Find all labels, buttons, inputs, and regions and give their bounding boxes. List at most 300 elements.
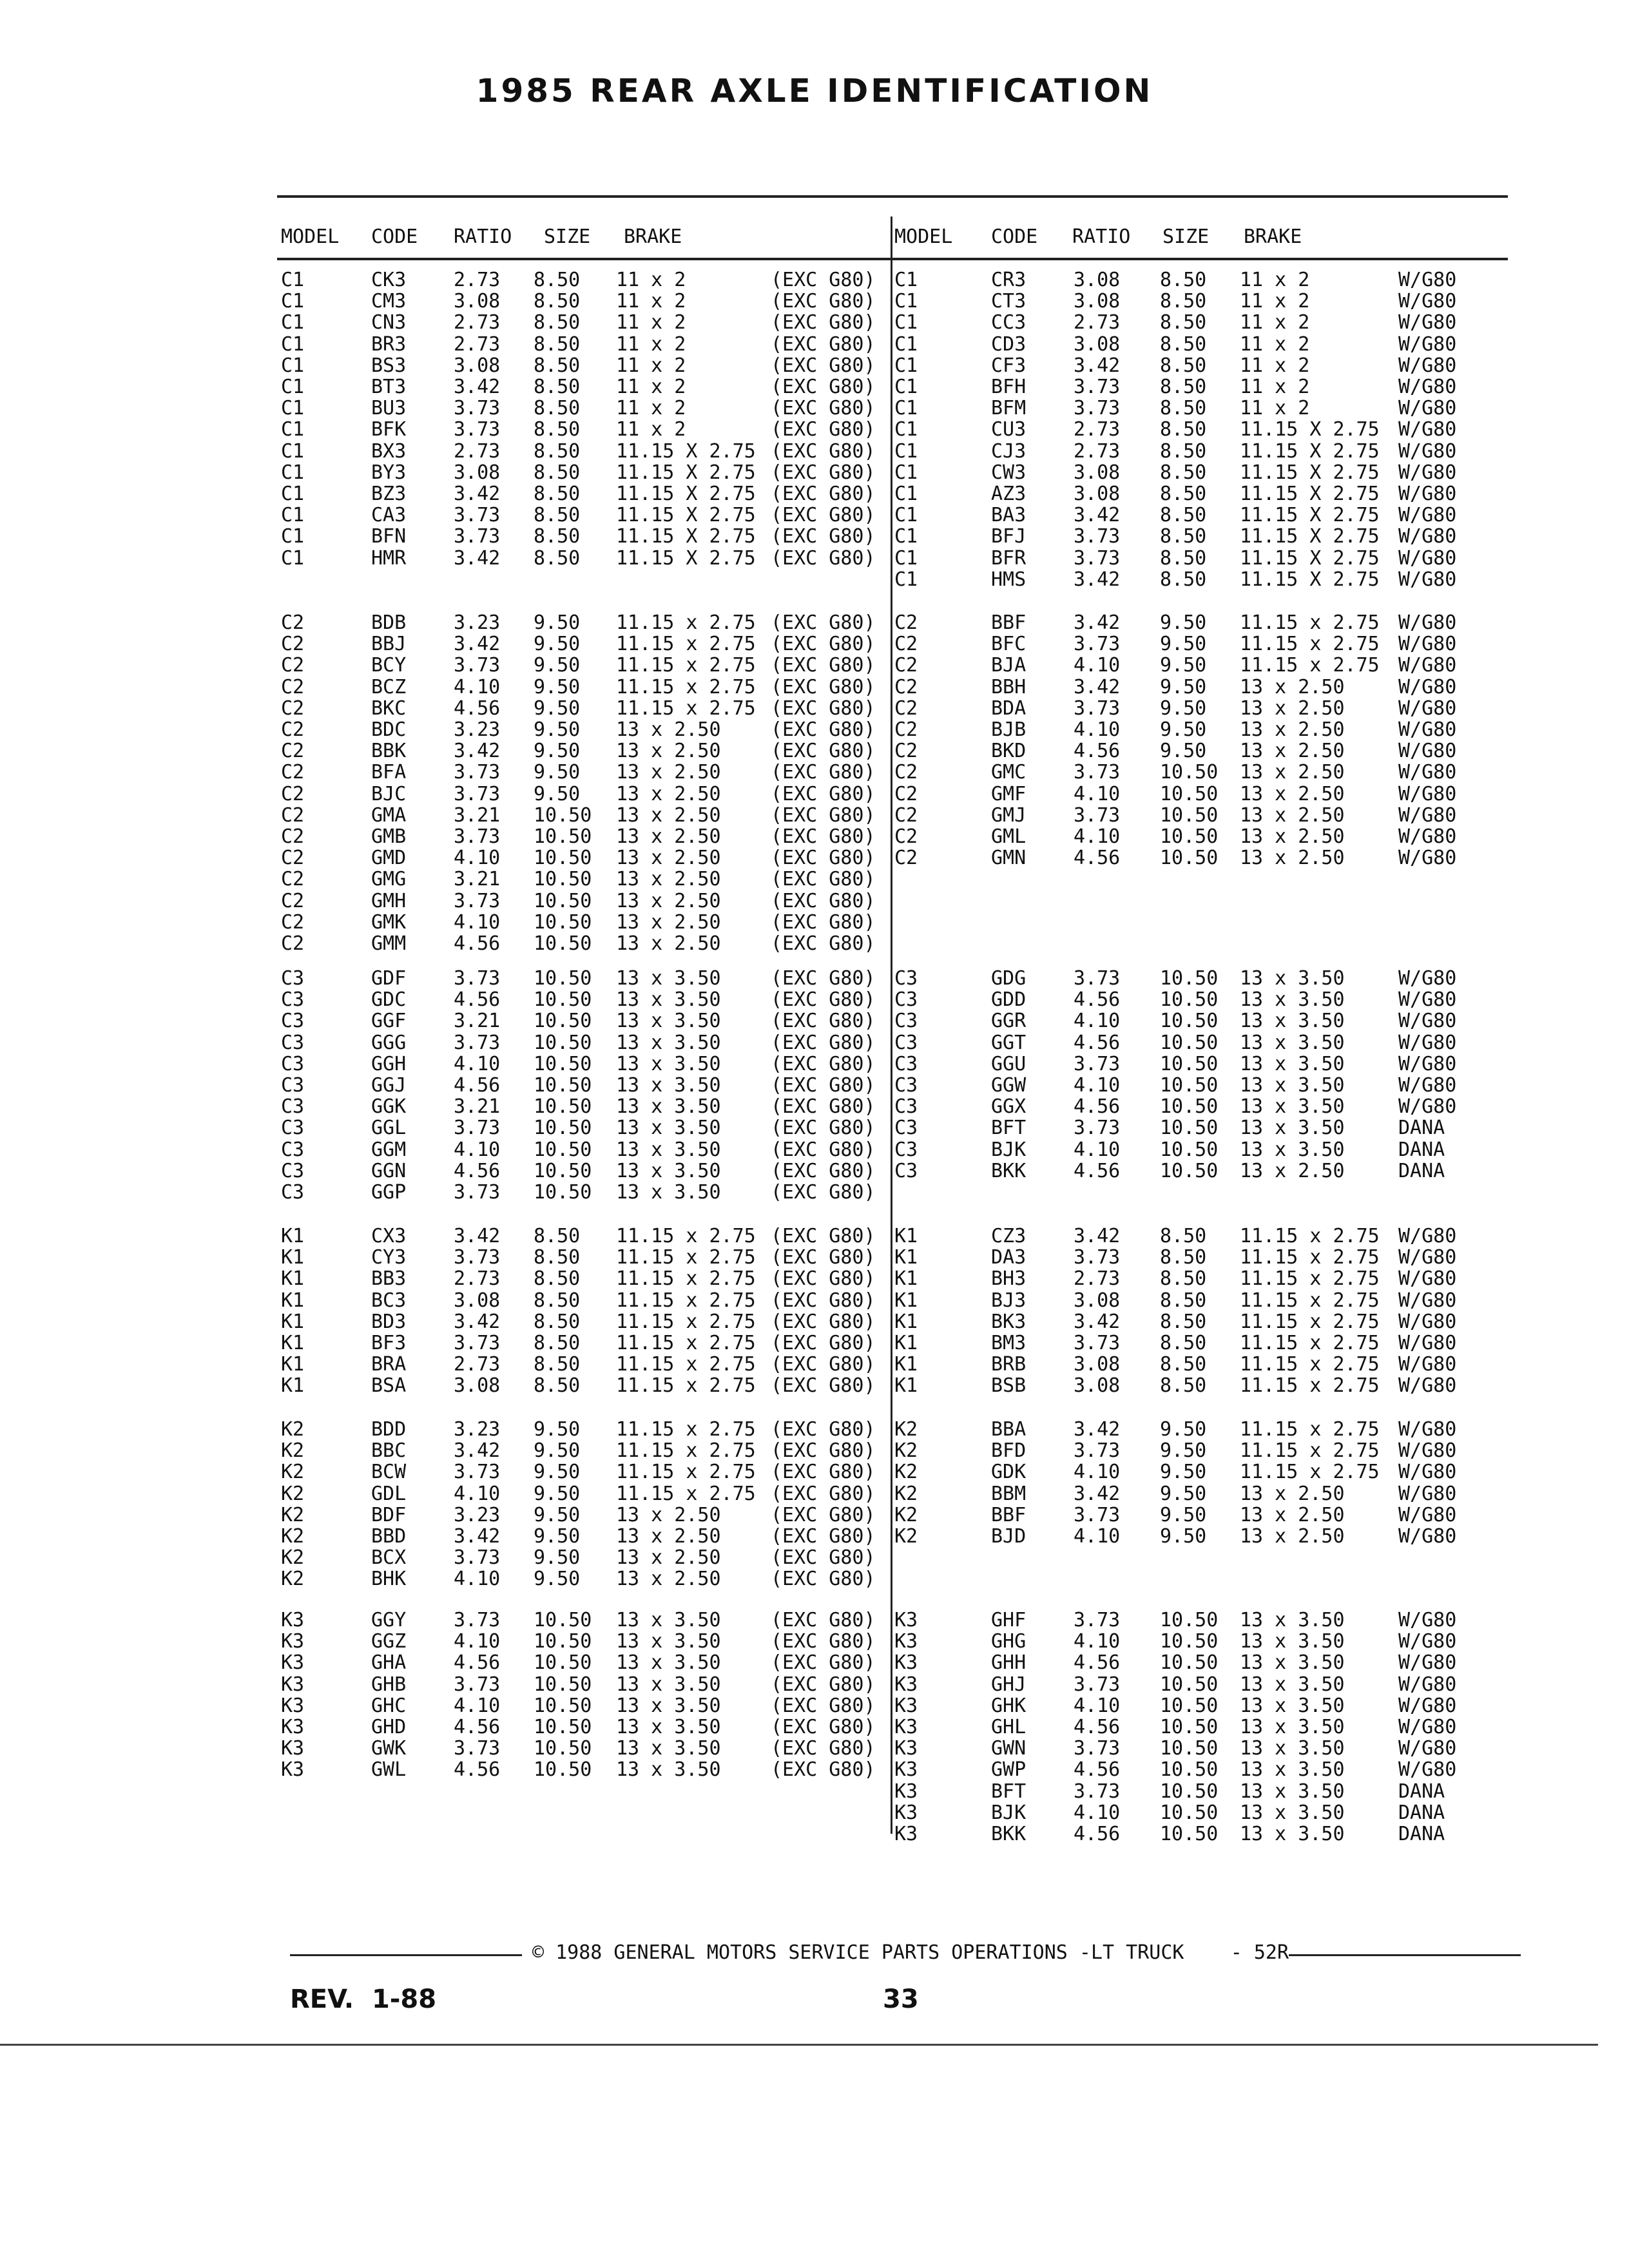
cell-brake: 11 x 2 [616,418,686,441]
cell-brake: 11.15 x 2.75 [616,1332,756,1354]
table-row [894,1160,1500,1182]
cell-code: BD3 [371,1310,407,1333]
cell-size: 8.50 [534,269,581,291]
cell-note: (EXC G80) [771,1052,876,1075]
cell-brake: 13 x 2.50 [1240,1525,1345,1548]
cell-code: GMD [371,847,407,870]
cell-brake: 11 x 2 [616,290,686,313]
cell-code: GMA [371,803,407,827]
table-row [894,312,1500,333]
cell-size: 9.50 [534,1568,581,1591]
cell-ratio: 3.73 [1074,1052,1121,1075]
cell-model: C1 [894,332,918,356]
cell-note: DANA [1398,1823,1445,1845]
cell-ratio: 3.73 [1074,1117,1121,1140]
cell-size: 9.50 [1160,1525,1207,1548]
cell-ratio: 3.08 [454,354,501,377]
cell-model: C2 [894,675,918,698]
cell-ratio: 3.73 [1074,1737,1121,1760]
table-row [281,762,887,783]
cell-ratio: 4.10 [454,675,501,698]
cell-brake: 13 x 3.50 [1240,1117,1345,1140]
table-row [894,612,1500,633]
cell-size: 8.50 [534,483,581,505]
table-row [894,1716,1500,1738]
header-model: MODEL [281,226,340,248]
table-row [894,1802,1500,1823]
cell-ratio: 3.08 [454,461,501,484]
cell-code: CC3 [991,311,1027,334]
cell-note: (EXC G80) [771,697,876,720]
cell-ratio: 3.73 [454,1673,501,1696]
cell-brake: 11.15 x 2.75 [1240,1225,1380,1247]
cell-brake: 13 x 3.50 [1240,1716,1345,1738]
cell-model: K1 [894,1332,918,1354]
cell-note: W/G80 [1398,1482,1457,1505]
cell-size: 9.50 [534,675,581,698]
cell-ratio: 4.10 [1074,1138,1121,1161]
cell-model: K2 [894,1503,918,1526]
cell-ratio: 4.10 [454,1568,501,1591]
cell-model: K2 [281,1461,305,1484]
cell-note: (EXC G80) [771,1181,876,1204]
cell-code: GDK [991,1461,1027,1484]
cell-ratio: 3.73 [454,761,501,784]
cell-ratio: 4.56 [1074,1095,1121,1119]
cell-code: BDD [371,1418,407,1441]
cell-model: K3 [281,1673,305,1696]
cell-brake: 13 x 3.50 [1240,1801,1345,1824]
cell-brake: 11.15 x 2.75 [1240,1332,1380,1354]
page-title: 1985 REAR AXLE IDENTIFICATION [476,72,1153,110]
cell-model: C3 [894,1052,918,1075]
cell-model: C3 [894,1095,918,1119]
cell-size: 9.50 [534,1439,581,1463]
cell-model: C1 [894,483,918,505]
cell-note: W/G80 [1398,847,1457,870]
cell-model: K3 [281,1651,305,1675]
cell-code: GDG [991,967,1027,990]
cell-code: GHF [991,1609,1027,1631]
cell-size: 10.50 [1160,1095,1219,1119]
cell-model: C3 [894,967,918,990]
cell-code: GDF [371,967,407,990]
cell-code: GMF [991,782,1027,805]
cell-code: CZ3 [991,1225,1027,1247]
cell-code: GGJ [371,1074,407,1097]
cell-model: K1 [281,1267,305,1291]
cell-size: 8.50 [1160,1225,1207,1247]
cell-note: DANA [1398,1159,1445,1182]
cell-code: GWP [991,1758,1027,1782]
cell-code: BBD [371,1525,407,1548]
table-row [894,419,1500,440]
cell-note: W/G80 [1398,718,1457,741]
cell-model: K1 [281,1225,305,1247]
cell-model: K2 [894,1525,918,1548]
cell-brake: 13 x 3.50 [1240,1031,1345,1054]
table-row [281,548,887,569]
cell-ratio: 3.73 [454,1031,501,1054]
column-divider [891,216,892,1834]
cell-model: K3 [894,1823,918,1845]
cell-model: C1 [894,418,918,441]
cell-ratio: 2.73 [454,269,501,291]
cell-brake: 11.15 x 2.75 [616,1225,756,1247]
cell-code: BRB [991,1353,1027,1376]
cell-ratio: 3.73 [454,889,501,912]
cell-note: (EXC G80) [771,1418,876,1441]
cell-model: C2 [281,847,305,870]
cell-brake: 11.15 x 2.75 [1240,1461,1380,1484]
footer-rule-right [1289,1954,1521,1956]
cell-model: C1 [281,546,305,570]
cell-code: CF3 [991,354,1027,377]
cell-code: GGY [371,1609,407,1631]
table-row [281,912,887,933]
cell-model: C1 [281,525,305,548]
cell-brake: 11.15 x 2.75 [1240,654,1380,677]
cell-model: K1 [894,1246,918,1269]
cell-model: K1 [894,1374,918,1398]
cell-code: CY3 [371,1246,407,1269]
table-row [894,1225,1500,1247]
cell-brake: 11.15 x 2.75 [1240,1418,1380,1441]
cell-note: (EXC G80) [771,1525,876,1548]
cell-brake: 13 x 2.50 [616,889,721,912]
cell-model: C1 [281,354,305,377]
cell-size: 10.50 [534,1010,592,1033]
cell-ratio: 3.73 [1074,1780,1121,1803]
cell-size: 10.50 [1160,1052,1219,1075]
cell-size: 10.50 [534,1737,592,1760]
cell-size: 10.50 [1160,1673,1219,1696]
cell-note: W/G80 [1398,546,1457,570]
table-row [281,334,887,355]
cell-ratio: 3.73 [1074,546,1121,570]
cell-brake: 11.15 X 2.75 [616,483,756,505]
cell-note: (EXC G80) [771,910,876,934]
cell-size: 8.50 [1160,1374,1207,1398]
cell-size: 10.50 [534,967,592,990]
cell-code: BBJ [371,633,407,656]
cell-size: 9.50 [534,1525,581,1548]
header-size: SIZE [1162,226,1210,248]
cell-note: W/G80 [1398,1716,1457,1738]
cell-brake: 13 x 3.50 [1240,967,1345,990]
cell-brake: 11.15 X 2.75 [1240,418,1380,441]
cell-size: 10.50 [1160,1694,1219,1717]
cell-code: GHL [991,1716,1027,1738]
cell-ratio: 3.42 [454,546,501,570]
cell-size: 8.50 [1160,376,1207,398]
cell-brake: 11.15 x 2.75 [1240,1246,1380,1269]
cell-model: C2 [894,847,918,870]
cell-ratio: 3.42 [1074,611,1121,634]
cell-model: C3 [894,1010,918,1033]
cell-model: C3 [894,1138,918,1161]
cell-model: C2 [281,910,305,934]
header-ratio: RATIO [1072,226,1131,248]
cell-brake: 13 x 2.50 [616,910,721,934]
cell-brake: 13 x 3.50 [616,1609,721,1631]
cell-ratio: 3.42 [454,1225,501,1247]
cell-note: (EXC G80) [771,803,876,827]
cell-model: C1 [894,290,918,313]
table-row [894,783,1500,805]
cell-note: W/G80 [1398,397,1457,420]
table-row [894,334,1500,355]
cell-brake: 11.15 X 2.75 [1240,461,1380,484]
table-row [894,698,1500,719]
cell-brake: 13 x 3.50 [1240,1758,1345,1782]
table-row [281,1160,887,1182]
cell-size: 9.50 [1160,654,1207,677]
cell-code: BFC [991,633,1027,656]
cell-code: GMJ [991,803,1027,827]
cell-note: (EXC G80) [771,1267,876,1291]
cell-ratio: 4.10 [454,910,501,934]
cell-code: CJ3 [991,439,1027,463]
cell-brake: 13 x 3.50 [616,1694,721,1717]
cell-note: W/G80 [1398,697,1457,720]
table-row [894,569,1500,590]
cell-ratio: 3.23 [454,1418,501,1441]
cell-ratio: 4.10 [1074,718,1121,741]
cell-code: GMN [991,847,1027,870]
cell-note: (EXC G80) [771,1630,876,1653]
cell-brake: 13 x 2.50 [616,932,721,955]
cell-code: BJA [991,654,1027,677]
cell-brake: 13 x 3.50 [1240,1074,1345,1097]
cell-size: 10.50 [534,1138,592,1161]
cell-ratio: 4.10 [1074,1461,1121,1484]
cell-model: C3 [281,967,305,990]
table-row [281,655,887,676]
cell-ratio: 3.08 [1074,1289,1121,1312]
cell-size: 9.50 [534,1418,581,1441]
table-row [281,677,887,698]
cell-note: (EXC G80) [771,525,876,548]
cell-ratio: 3.08 [1074,483,1121,505]
cell-note: W/G80 [1398,1758,1457,1782]
cell-brake: 11 x 2 [1240,354,1310,377]
table-row [894,1010,1500,1032]
cell-brake: 13 x 3.50 [616,1074,721,1097]
cell-brake: 11.15 X 2.75 [616,546,756,570]
cell-brake: 11.15 x 2.75 [1240,1310,1380,1333]
cell-size: 8.50 [1160,311,1207,334]
cell-note: (EXC G80) [771,847,876,870]
cell-size: 9.50 [1160,633,1207,656]
cell-model: C1 [894,354,918,377]
cell-size: 8.50 [534,546,581,570]
cell-brake: 13 x 2.50 [1240,1482,1345,1505]
cell-brake: 11.15 x 2.75 [616,611,756,634]
cell-brake: 11.15 x 2.75 [1240,1267,1380,1291]
cell-ratio: 2.73 [454,311,501,334]
cell-model: C3 [281,988,305,1012]
cell-note: (EXC G80) [771,397,876,420]
cell-model: C1 [281,483,305,505]
cell-code: BJ3 [991,1289,1027,1312]
cell-note: W/G80 [1398,740,1457,763]
cell-note: (EXC G80) [771,761,876,784]
cell-size: 8.50 [534,504,581,527]
cell-brake: 13 x 3.50 [616,1651,721,1675]
cell-ratio: 3.73 [1074,697,1121,720]
cell-brake: 13 x 3.50 [1240,1694,1345,1717]
cell-ratio: 3.73 [1074,761,1121,784]
cell-model: C1 [281,290,305,313]
cell-size: 10.50 [534,1673,592,1696]
cell-code: BBK [371,740,407,763]
cell-note: (EXC G80) [771,418,876,441]
cell-code: BDF [371,1503,407,1526]
cell-note: W/G80 [1398,1503,1457,1526]
cell-size: 8.50 [534,1374,581,1398]
table-row [894,1504,1500,1526]
cell-note: (EXC G80) [771,504,876,527]
cell-brake: 13 x 2.50 [1240,697,1345,720]
cell-brake: 13 x 2.50 [1240,718,1345,741]
cell-note: (EXC G80) [771,740,876,763]
cell-ratio: 3.42 [454,1310,501,1333]
cell-code: BHK [371,1568,407,1591]
cell-ratio: 3.08 [1074,1374,1121,1398]
table-row [281,1461,887,1483]
cell-note: DANA [1398,1117,1445,1140]
cell-note: (EXC G80) [771,290,876,313]
cell-note: DANA [1398,1138,1445,1161]
cell-size: 9.50 [1160,675,1207,698]
cell-code: BS3 [371,354,407,377]
cell-ratio: 3.73 [1074,803,1121,827]
cell-ratio: 3.42 [1074,1482,1121,1505]
table-row [894,1419,1500,1440]
cell-note: (EXC G80) [771,1758,876,1782]
cell-code: GGH [371,1052,407,1075]
cell-brake: 13 x 3.50 [616,1737,721,1760]
cell-size: 10.50 [534,1651,592,1675]
table-row [281,783,887,805]
table-row [281,1568,887,1590]
cell-brake: 11 x 2 [616,269,686,291]
cell-brake: 11.15 x 2.75 [616,1482,756,1505]
table-row [281,1547,887,1568]
cell-brake: 13 x 3.50 [1240,1673,1345,1696]
cell-model: C1 [894,269,918,291]
cell-note: W/G80 [1398,1031,1457,1054]
cell-code: DA3 [991,1246,1027,1269]
cell-ratio: 3.73 [454,1246,501,1269]
cell-code: BDA [991,697,1027,720]
cell-brake: 11.15 X 2.75 [1240,439,1380,463]
cell-code: BSB [991,1374,1027,1398]
cell-model: K1 [894,1267,918,1291]
cell-ratio: 4.10 [1074,782,1121,805]
table-row [894,462,1500,483]
cell-size: 8.50 [534,1310,581,1333]
cell-note: W/G80 [1398,568,1457,591]
table-row [894,1032,1500,1053]
table-row [894,1053,1500,1075]
cell-ratio: 3.73 [1074,1673,1121,1696]
cell-ratio: 4.56 [1074,1651,1121,1675]
cell-code: BK3 [991,1310,1027,1333]
cell-note: W/G80 [1398,611,1457,634]
cell-note: (EXC G80) [771,1225,876,1247]
cell-code: GDD [991,988,1027,1012]
cell-code: GHA [371,1651,407,1675]
cell-size: 10.50 [1160,1031,1219,1054]
cell-size: 10.50 [1160,1801,1219,1824]
table-row [281,441,887,462]
cell-code: GGR [991,1010,1027,1033]
cell-model: C2 [281,654,305,677]
cell-code: BCX [371,1546,407,1570]
table-row [894,269,1500,291]
cell-brake: 13 x 2.50 [616,782,721,805]
cell-size: 9.50 [534,1546,581,1570]
cell-code: GMK [371,910,407,934]
cell-brake: 13 x 3.50 [616,967,721,990]
cell-ratio: 4.56 [1074,847,1121,870]
cell-ratio: 3.21 [454,1010,501,1033]
cell-model: C1 [894,376,918,398]
cell-model: K3 [894,1694,918,1717]
cell-note: (EXC G80) [771,675,876,698]
cell-brake: 13 x 2.50 [1240,1159,1345,1182]
cell-ratio: 3.42 [454,1439,501,1463]
cell-size: 9.50 [534,1503,581,1526]
cell-brake: 13 x 3.50 [1240,1052,1345,1075]
cell-ratio: 3.73 [454,1737,501,1760]
cell-size: 10.50 [1160,1117,1219,1140]
cell-ratio: 3.42 [454,483,501,505]
cell-model: C2 [894,654,918,677]
cell-note: W/G80 [1398,1010,1457,1033]
cell-model: C3 [281,1010,305,1033]
cell-model: K2 [281,1503,305,1526]
cell-note: W/G80 [1398,376,1457,398]
cell-size: 8.50 [534,1246,581,1269]
cell-ratio: 4.10 [1074,1525,1121,1548]
cell-size: 8.50 [534,1289,581,1312]
cell-note: W/G80 [1398,803,1457,827]
cell-size: 9.50 [534,761,581,784]
cell-brake: 11.15 x 2.75 [1240,633,1380,656]
table-row [281,1759,887,1780]
table-row [894,847,1500,869]
table-row [281,355,887,376]
cell-model: C3 [281,1052,305,1075]
cell-note: W/G80 [1398,1289,1457,1312]
cell-brake: 13 x 2.50 [616,803,721,827]
cell-brake: 11.15 x 2.75 [1240,1374,1380,1398]
cell-brake: 11.15 X 2.75 [1240,546,1380,570]
cell-model: C2 [894,740,918,763]
cell-size: 10.50 [1160,803,1219,827]
cell-brake: 11 x 2 [616,332,686,356]
table-row [281,1332,887,1354]
cell-size: 9.50 [1160,1503,1207,1526]
cell-ratio: 2.73 [1074,439,1121,463]
cell-note: W/G80 [1398,1651,1457,1675]
cell-code: BR3 [371,332,407,356]
revision-label: REV. 1-88 [290,1984,437,2014]
table-row [281,526,887,547]
